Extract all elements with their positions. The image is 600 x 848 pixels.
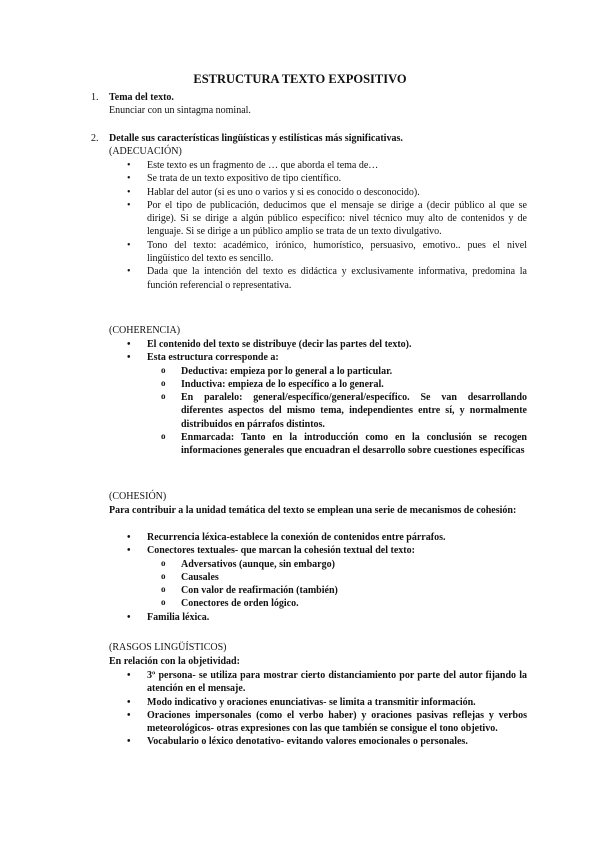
sublist-item: o En paralelo: general/específico/general/específico. Se van desarrollando diferentes aspectos del mismo tema, independientes entre sí, y normalmente distribuidos en párrafos distintos. — [161, 391, 527, 431]
rasgos-list-block — [127, 669, 527, 749]
cohesion-label: (COHESIÓN) — [109, 491, 167, 502]
list-item: • Se trata de un texto expositivo de tipo científico. — [127, 172, 527, 185]
section2-number: 2. — [91, 133, 99, 144]
list-item-label: Esta estructura corresponde a: — [147, 352, 279, 364]
coherencia-label: (COHERENCIA) — [109, 325, 181, 336]
adecuacion-list-block — [127, 159, 527, 292]
section2 — [109, 132, 539, 159]
list-item: • Modo indicativo y oraciones enunciativas- se limita a transmitir información. — [127, 696, 527, 709]
list-item: • Vocabulario o léxico denotativo- evitando valores emocionales o personales. — [127, 735, 527, 748]
list-item: • Familia léxica. — [127, 611, 527, 624]
sublist-item: o Inductiva: empieza de lo específico a lo general. — [161, 378, 527, 391]
sublist-item: o Con valor de reafirmación (también) — [161, 584, 527, 597]
coherencia-list-block — [127, 338, 527, 458]
sublist-item: o Deductiva: empieza por lo general a lo particular. — [161, 365, 527, 378]
list-item: • Dada que la intención del texto es didáctica y exclusivamente informativa, predomina la función referencial o representativa. — [127, 265, 527, 292]
sublist-item: o Adversativos (aunque, sin embargo) — [161, 558, 527, 571]
adecuacion-label: (ADECUACIÓN) — [109, 146, 182, 158]
list-item: • Este texto es un fragmento de … que aborda el tema de… — [127, 159, 527, 172]
list-item — [127, 544, 527, 610]
list-item — [127, 351, 527, 457]
list-item-label: Conectores textuales- que marcan la cohesión textual del texto: — [147, 545, 415, 557]
section1 — [109, 91, 529, 118]
section1-body: Enunciar con un sintagma nominal. — [109, 105, 251, 117]
list-item: • El contenido del texto se distribuye (decir las partes del texto). — [127, 338, 527, 351]
sublist-item: o Conectores de orden lógico. — [161, 597, 527, 610]
sublist-item: o Causales — [161, 571, 527, 584]
list-item: • Recurrencia léxica-establece la conexión de contenidos entre párrafos. — [127, 531, 527, 544]
adecuacion-list — [127, 159, 527, 292]
coherencia-sublist — [161, 365, 527, 458]
section2-heading: Detalle sus características lingüísticas y estilísticas más significativas. — [109, 133, 403, 144]
sublist-item: o Enmarcada: Tanto en la introducción como en la conclusión se recogen informaciones generales que encuadran el desarrollo sobre cuestiones específicas — [161, 431, 527, 458]
section1-number: 1. — [91, 92, 99, 103]
cohesion-list — [127, 531, 527, 624]
cohesion-list-block — [127, 531, 527, 624]
rasgos-list — [127, 669, 527, 749]
rasgos-intro: En relación con la objetividad: — [109, 656, 240, 667]
list-item: • Oraciones impersonales (como el verbo haber) y oraciones pasivas reflejas y verbos meteorológicos- otras expresiones con las que también se consigue el tono objetivo. — [127, 709, 527, 736]
coherencia-list — [127, 338, 527, 458]
section1-heading: Tema del texto. — [109, 92, 174, 103]
page-title: ESTRUCTURA TEXTO EXPOSITIVO — [193, 72, 407, 86]
list-item: • 3º persona- se utiliza para mostrar cierto distanciamiento por parte del autor fijando la atención en el mensaje. — [127, 669, 527, 696]
list-item: • Tono del texto: académico, irónico, humorístico, persuasivo, emotivo.. pues el nivel lingüístico del texto es sencillo. — [127, 239, 527, 266]
list-item: • Hablar del autor (si es uno o varios y si es conocido o desconocido). — [127, 186, 527, 199]
cohesion-sublist — [161, 558, 527, 611]
rasgos-label: (RASGOS LINGÜÍSTICOS) — [109, 642, 227, 653]
cohesion-intro: Para contribuir a la unidad temática del texto se emplean una serie de mecanismos de cohesión: — [109, 505, 517, 516]
list-item: • Por el tipo de publicación, deducimos que el mensaje se dirige a (decir público al que se dirige). Si se dirige a algún público específico: nivel técnico muy alto de contenidos y de lenguaje. Si se dirige a un público amplio se trata de un texto divulgativo. — [127, 199, 527, 239]
